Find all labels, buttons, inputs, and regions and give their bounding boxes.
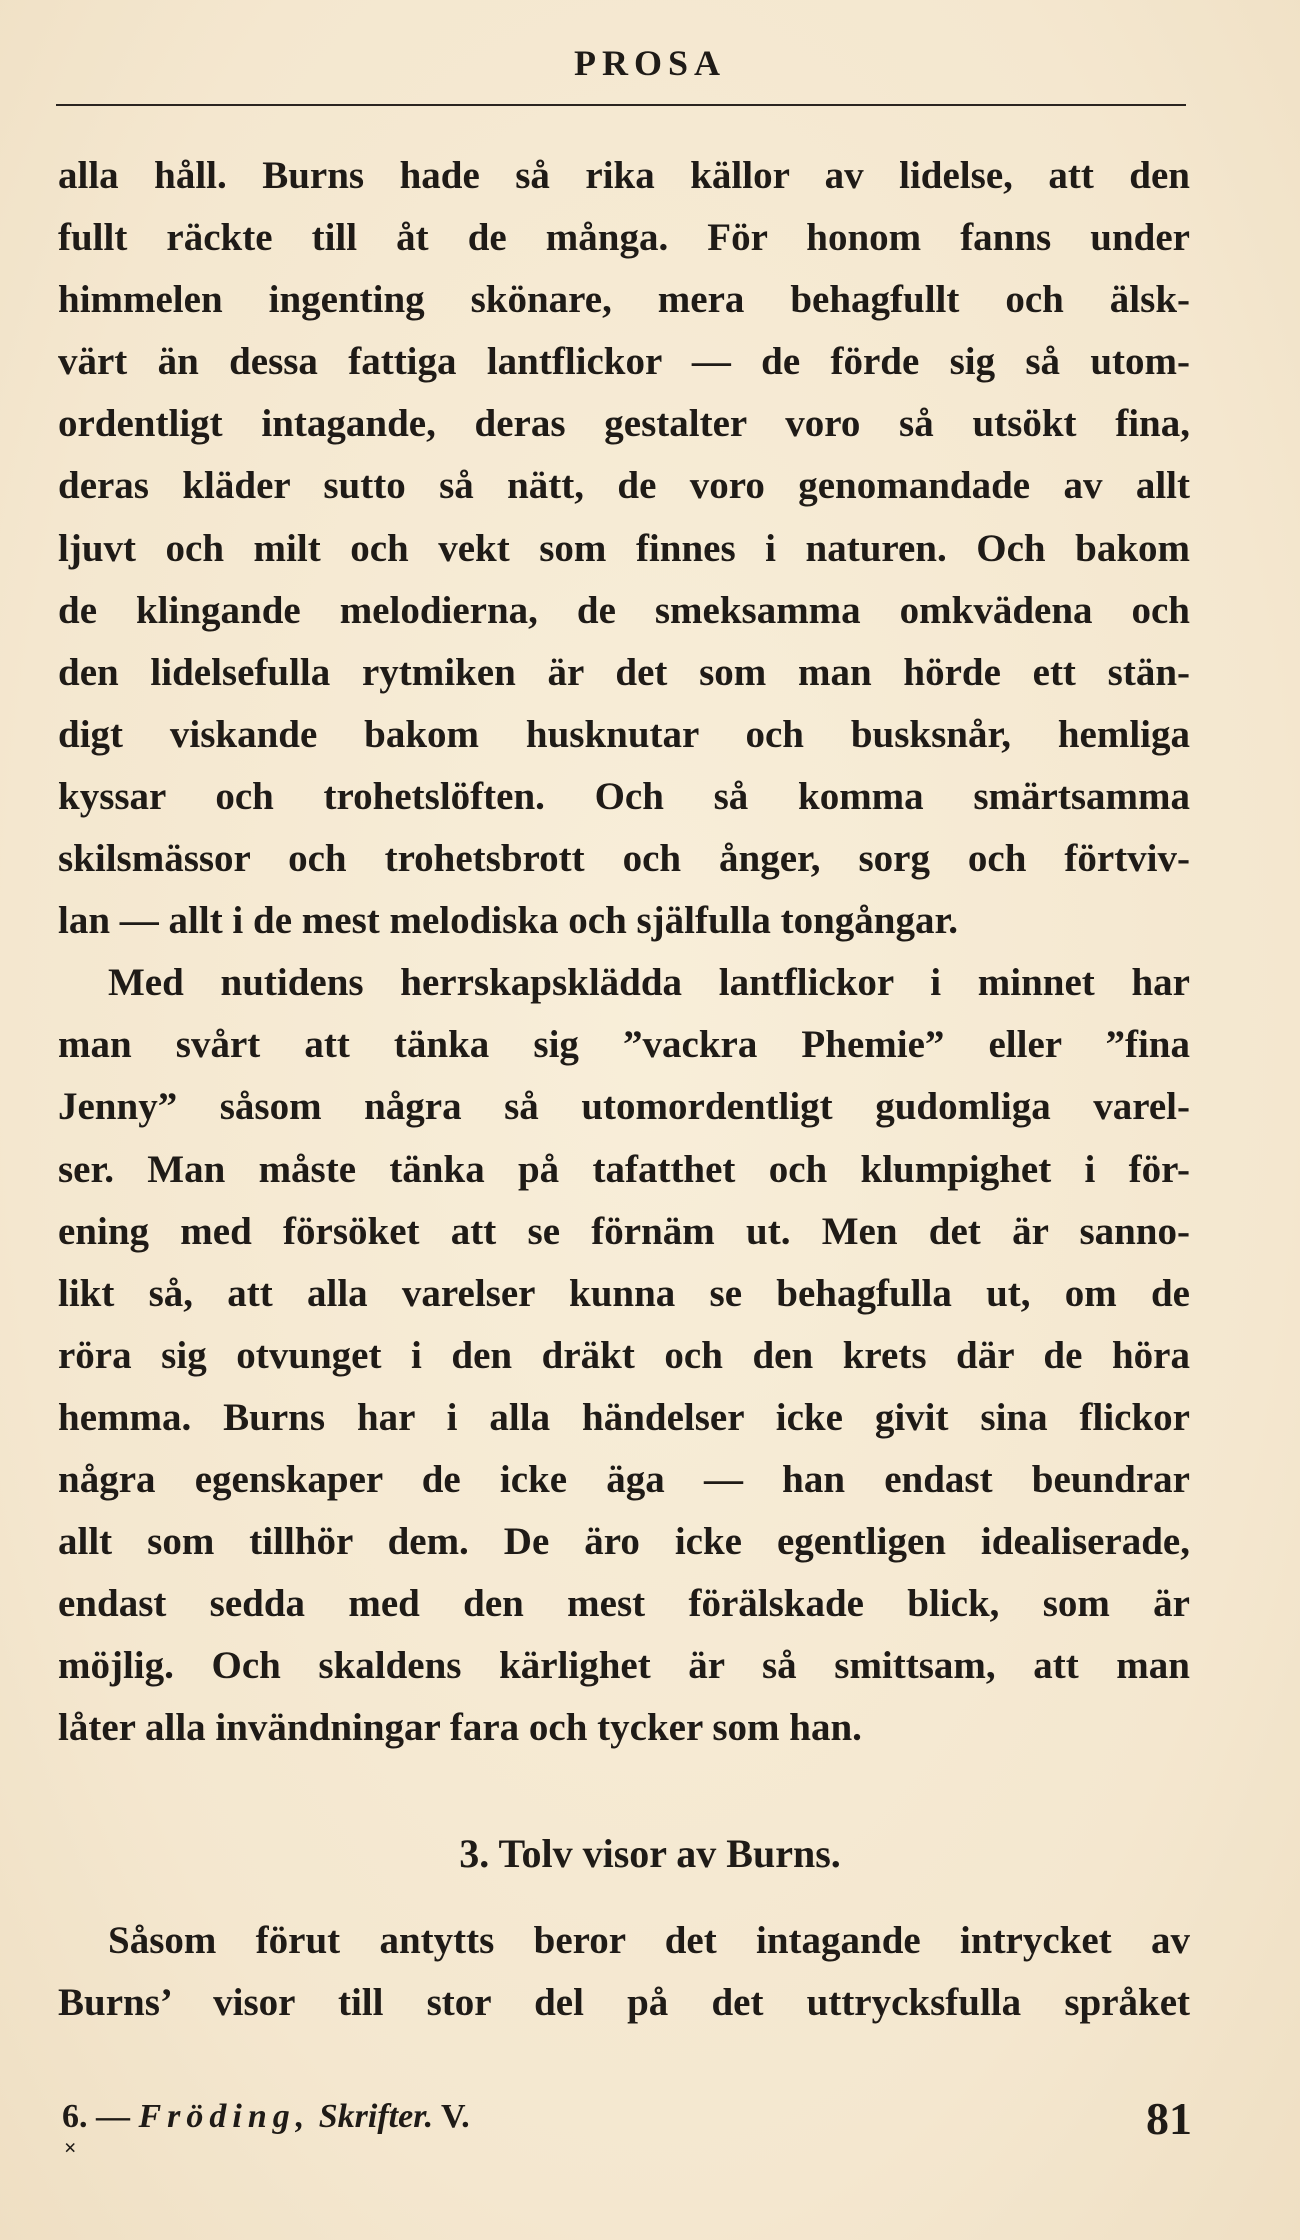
text-line: ordentligt intagande, deras gestalter voro så utsökt fina, (58, 402, 1190, 446)
text-line: de klingande melodierna, de smeksamma omkvädena och (58, 588, 1190, 632)
text-line: likt så, att alla varelser kunna se behagfulla ut, om de (58, 1271, 1190, 1315)
text-line: endast sedda med den mest förälskade blick, som är (58, 1582, 1190, 1626)
text-line: Såsom förut antytts beror det intagande intrycket av (108, 1919, 1190, 1962)
text-line: Burns’ visor till stor del på det uttrycksfulla språket (58, 1981, 1190, 2025)
text-line: himmelen ingenting skönare, mera behagfullt och älsk- (58, 278, 1190, 322)
text-line: deras kläder sutto så nätt, de voro genomandade av allt (58, 464, 1190, 508)
signature-dash: — (96, 2098, 130, 2135)
text-line: den lidelsefulla rytmiken är det som man hörde ett stän- (58, 650, 1190, 694)
running-head: PROSA (573, 43, 726, 83)
text-line: hemma. Burns har i alla händelser icke givit sina flickor (58, 1395, 1190, 1439)
body-text-continued (58, 1910, 1190, 2034)
text-line: ening med försöket att se förnäm ut. Men det är sanno- (58, 1209, 1190, 1253)
section-heading: 3. Tolv visor av Burns. (459, 1831, 841, 1876)
text-line: några egenskaper de icke äga — han endast beundrar (58, 1457, 1190, 1501)
paragraph-1 (58, 145, 1190, 952)
text-line: fullt räckte till åt de många. För honom fanns under (58, 216, 1190, 260)
header-rule (56, 104, 1186, 106)
text-line: digt viskande bakom husknutar och busksnår, hemliga (58, 712, 1190, 756)
text-line: Jenny” såsom några så utomordentligt gudomliga varel- (58, 1085, 1190, 1129)
text-line: allt som tillhör dem. De äro icke egentligen idealiserade, (58, 1520, 1190, 1564)
signature-line (62, 2098, 470, 2136)
body-text (58, 145, 1190, 1759)
text-line: möjlig. Och skaldens kärlighet är så smittsam, att man (58, 1644, 1190, 1688)
signature-mark: × (64, 2135, 77, 2160)
text-line: ljuvt och milt och vekt som finnes i naturen. Och bakom (58, 526, 1190, 570)
text-line: låter alla invändningar fara och tycker som han. (58, 1706, 862, 1750)
text-line: man svårt att tänka sig ”vackra Phemie” eller ”fina (58, 1023, 1190, 1067)
text-line: lan — allt i de mest melodiska och själfulla tongångar. (58, 899, 958, 943)
text-line: röra sig otvunget i den dräkt och den krets där de höra (58, 1333, 1190, 1377)
page-number: 81 (1146, 2093, 1192, 2144)
text-line: Med nutidens herrskapsklädda lantflickor i minnet har (108, 961, 1190, 1005)
text-line: kyssar och trohetslöften. Och så komma smärtsamma (58, 774, 1190, 818)
author-name: Fröding, (138, 2098, 311, 2135)
work-title: Skrifter. (318, 2098, 434, 2135)
text-line: ser. Man måste tänka på tafatthet och klumpighet i för- (58, 1147, 1190, 1191)
text-line: alla håll. Burns hade så rika källor av lidelse, att den (58, 154, 1190, 197)
text-line: skilsmässor och trohetsbrott och ånger, sorg och förtviv- (58, 837, 1190, 881)
paragraph-2 (58, 952, 1190, 1759)
volume-number: V. (440, 2098, 470, 2135)
text-line: värt än dessa fattiga lantflickor — de förde sig så utom- (58, 340, 1190, 384)
signature-number: 6. (62, 2098, 88, 2135)
